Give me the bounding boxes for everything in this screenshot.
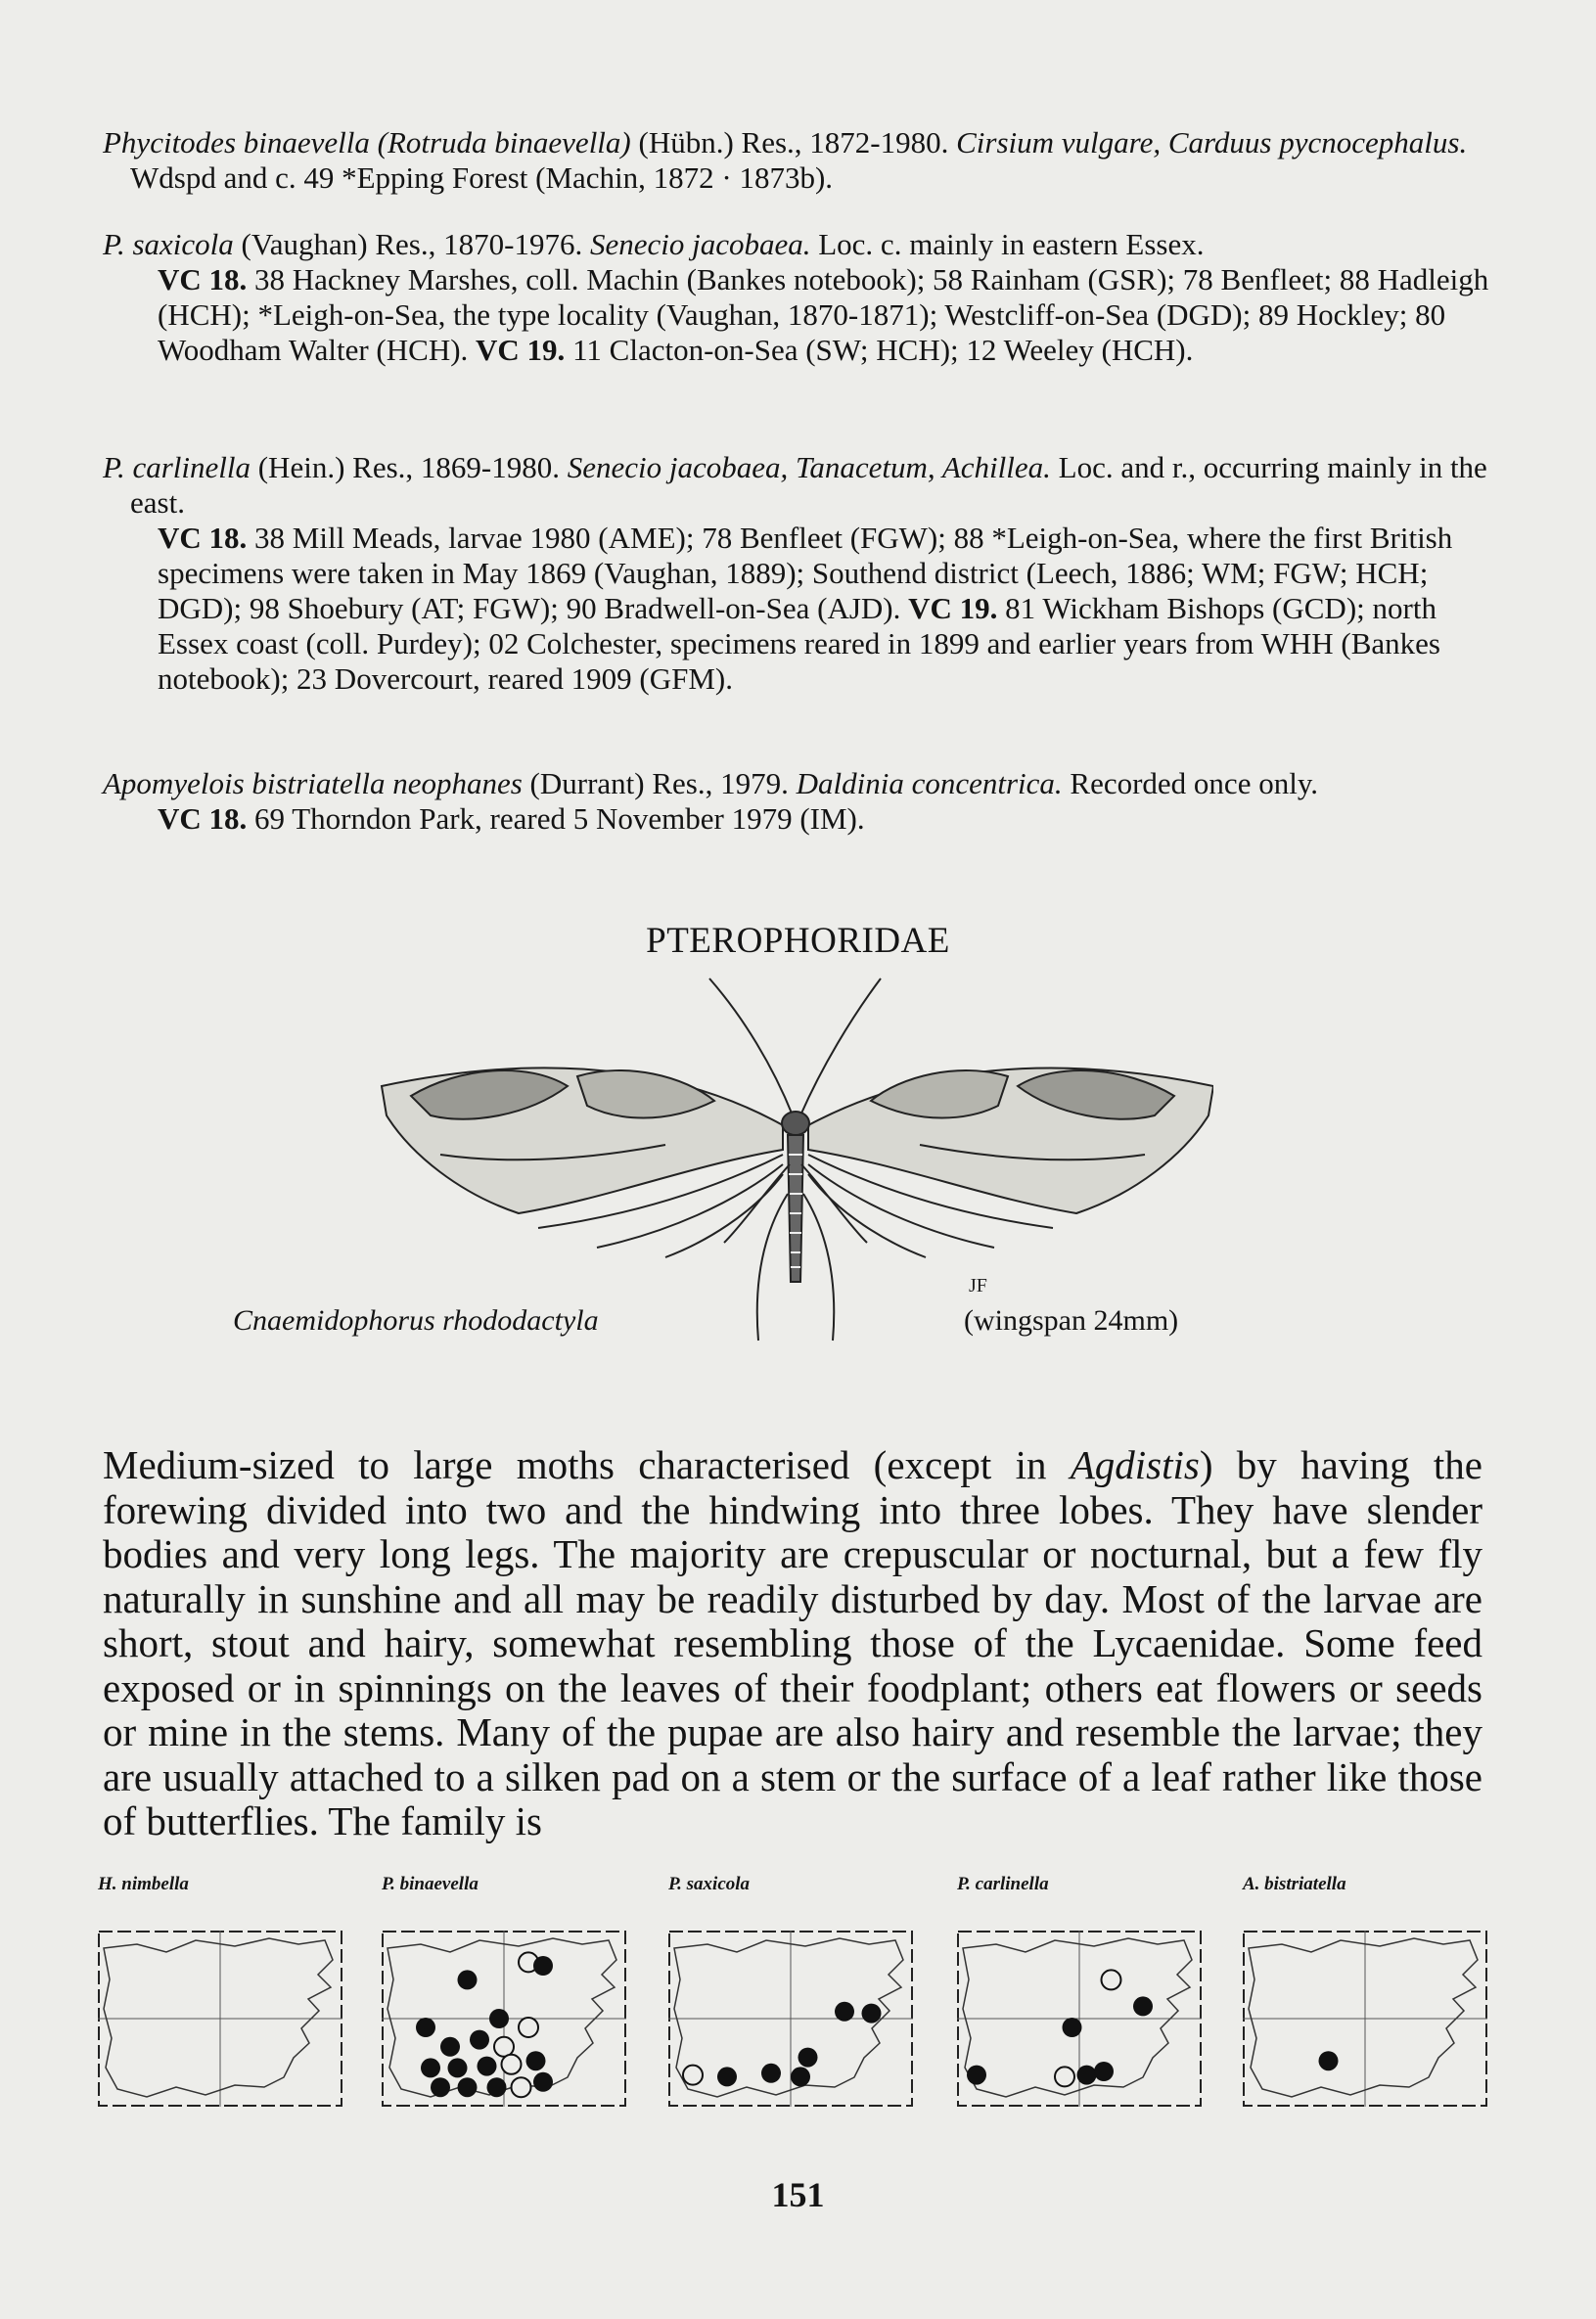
- species-name: P. carlinella: [103, 450, 251, 484]
- record-dot-recent: [526, 2051, 546, 2070]
- vc18-label: VC 18.: [158, 801, 248, 836]
- page-number: 151: [771, 2175, 825, 2214]
- vc19-label: VC 19.: [908, 591, 998, 625]
- vc19-records: 81 Wickham Bishops (GCD); north Essex coast (coll. Purdey); 02 Colchester, specimens reared in 1899 and earlier years from WHH (Bankes notebook); 23 Dovercourt, reared 1909 (GFM).: [158, 591, 1440, 696]
- record-dot-recent: [1063, 2018, 1082, 2037]
- record-dot-recent: [1133, 1996, 1153, 2016]
- record-dot-recent: [835, 2002, 854, 2022]
- vc18-label: VC 18.: [158, 521, 248, 555]
- record-dot-recent: [717, 2067, 737, 2086]
- record-dot-historic: [519, 2018, 538, 2037]
- vice-county-records: [130, 521, 1510, 697]
- record-dot-recent: [440, 2037, 460, 2057]
- county-outline: [1249, 1938, 1478, 2097]
- moth-antenna-right: [800, 978, 881, 1115]
- record-dot-recent: [533, 1956, 553, 1976]
- distribution-text: Loc. and r., occurring mainly in the east.: [130, 450, 1487, 520]
- record-dot-recent: [967, 2066, 986, 2085]
- essex-map: [1243, 1931, 1487, 2107]
- record-dot-recent: [478, 2057, 497, 2076]
- entry-status-line: [103, 125, 1510, 196]
- vc19-records: 11 Clacton-on-Sea (SW; HCH); 12 Weeley (HCH).: [565, 333, 1194, 367]
- artist-monogram: JF: [969, 1275, 987, 1296]
- record-dot-recent: [421, 2058, 440, 2077]
- foodplant: Daldinia concentrica.: [796, 766, 1063, 800]
- distribution-text: Wdspd and c. 49 *Epping Forest (Machin, 1872 · 1873b).: [130, 160, 834, 195]
- record-dot-historic: [1055, 2067, 1074, 2086]
- county-outline: [104, 1938, 333, 2097]
- record-dot-recent: [416, 2018, 435, 2037]
- intro-genus: Agdistis: [1070, 1442, 1200, 1487]
- authority-status: (Durrant) Res., 1979.: [522, 766, 797, 800]
- map-species-label: H. nimbella: [98, 1874, 189, 1894]
- map-species-label: P. saxicola: [668, 1874, 751, 1894]
- map-species-label: A. bistriatella: [1243, 1874, 1346, 1894]
- intro-text-start: Medium-sized to large moths characterised (except in: [103, 1442, 1071, 1487]
- record-dot-recent: [458, 2077, 478, 2097]
- species-entry-p-saxicola: [103, 227, 1510, 368]
- foodplant: Cirsium vulgare, Carduus pycnocephalus.: [956, 125, 1468, 159]
- map-species-label: P. binaevella: [382, 1874, 479, 1894]
- family-introduction: [103, 1443, 1482, 1844]
- record-dot-recent: [489, 2009, 509, 2028]
- essex-map: [668, 1931, 913, 2107]
- moth-head: [782, 1112, 809, 1135]
- figure-species-caption: Cnaemidophorus rhododactyla: [233, 1304, 599, 1337]
- vc19-label: VC 19.: [476, 333, 566, 367]
- vc18-records: 69 Thorndon Park, reared 5 November 1979 (IM).: [247, 801, 865, 836]
- record-dot-recent: [470, 2030, 489, 2050]
- family-heading: PTEROPHORIDAE: [646, 921, 950, 961]
- species-name: P. saxicola: [103, 227, 234, 261]
- record-dot-recent: [798, 2048, 818, 2068]
- record-dot-historic: [683, 2066, 703, 2085]
- vice-county-records: [130, 262, 1510, 368]
- species-name: Phycitodes binaevella (Rotruda binaevella): [103, 125, 631, 159]
- moth-antenna-left: [709, 978, 793, 1115]
- record-dot-recent: [761, 2064, 781, 2083]
- vc18-label: VC 18.: [158, 262, 248, 296]
- moth-body: [788, 1135, 803, 1282]
- record-dot-recent: [533, 2072, 553, 2092]
- species-entry-apomyelois-bistriatella: [103, 766, 1510, 837]
- record-dot-historic: [502, 2055, 522, 2074]
- vice-county-records: [130, 801, 1510, 837]
- record-dot-recent: [458, 1970, 478, 1989]
- record-dot-recent: [1077, 2066, 1097, 2085]
- distribution-text: Loc. c. mainly in eastern Essex.: [810, 227, 1205, 261]
- vc18-records: 38 Hackney Marshes, coll. Machin (Bankes notebook); 58 Rainham (GSR); 78 Benfleet; 88 Hadleigh (HCH); *Leigh-on-Sea, the type locality (Vaughan, 1870-1871); Westcliff-on-Sea (DGD); 89 Hockley; 80 Woodham Walter (HCH).: [158, 262, 1489, 367]
- intro-text-rest: ) by having the forewing divided into two and the hindwing into three lobes. They have slender bodies and very long legs. The majority are crepuscular or nocturnal, but a few fly naturally in sunshine and all may be readily disturbed by day. Most of the larvae are short, stout and hairy, somewhat resembling those of the Lycaenidae. Some feed exposed or in spinnings on the leaves of their foodplant; others eat flowers or seeds or mine in the stems. Many of the pupae are also hairy and resemble the larvae; they are usually attached to a silken pad on a stem or the surface of a leaf rather like those of butterflies. The family is: [103, 1442, 1482, 1843]
- record-dot-recent: [1319, 2051, 1339, 2070]
- map-species-label: P. carlinella: [957, 1874, 1049, 1894]
- authority-status: (Vaughan) Res., 1870-1976.: [233, 227, 590, 261]
- essex-map: [957, 1931, 1202, 2107]
- distribution-maps: [98, 1874, 1507, 2167]
- foodplant: Senecio jacobaea.: [589, 227, 811, 261]
- record-dot-recent: [862, 2004, 882, 2023]
- entry-status-line: [103, 766, 1510, 801]
- record-dot-recent: [431, 2077, 450, 2097]
- entry-status-line: [103, 227, 1510, 262]
- authority-status: (Hübn.) Res., 1872-1980.: [630, 125, 957, 159]
- authority-status: (Hein.) Res., 1869-1980.: [250, 450, 568, 484]
- entry-status-line: [103, 450, 1510, 521]
- figure-wingspan-caption: (wingspan 24mm): [964, 1304, 1179, 1337]
- species-entry-phycitodes-binaevella: [103, 125, 1510, 196]
- record-dot-recent: [448, 2058, 468, 2077]
- distribution-text: Recorded once only.: [1062, 766, 1319, 800]
- species-entry-p-carlinella: [103, 450, 1510, 697]
- record-dot-historic: [512, 2077, 531, 2097]
- record-dot-historic: [1102, 1970, 1121, 1989]
- record-dot-recent: [791, 2067, 810, 2086]
- record-dot-historic: [494, 2037, 514, 2057]
- essex-map: [98, 1931, 342, 2107]
- vc18-records: 38 Mill Meads, larvae 1980 (AME); 78 Benfleet (FGW); 88 *Leigh-on-Sea, where the first British specimens were taken in May 1869 (Vaughan, 1889); Southend district (Leech, 1886; WM; FGW; HCH; DGD); 98 Shoebury (AT; FGW); 90 Bradwell-on-Sea (AJD).: [158, 521, 1453, 625]
- record-dot-recent: [487, 2077, 507, 2097]
- foodplant: Senecio jacobaea, Tanacetum, Achillea.: [567, 450, 1051, 484]
- essex-map: [382, 1931, 626, 2107]
- record-dot-recent: [1094, 2062, 1114, 2081]
- species-name: Apomyelois bistriatella neophanes: [103, 766, 523, 800]
